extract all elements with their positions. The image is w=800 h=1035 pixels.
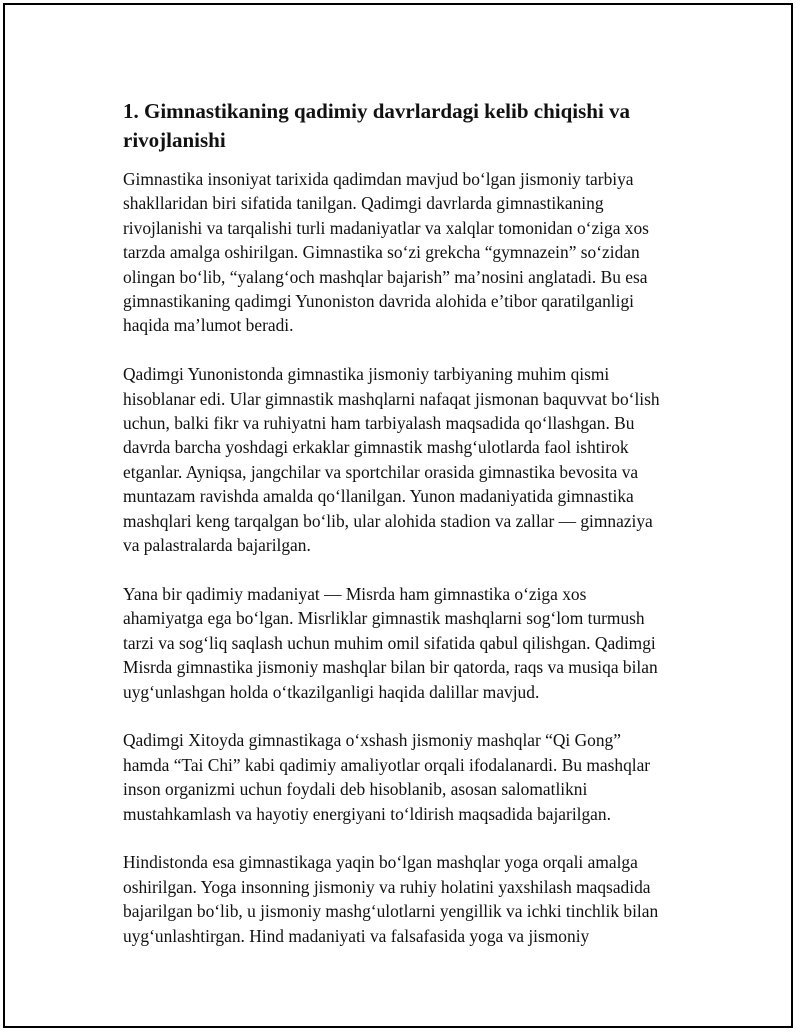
section-heading (123, 97, 693, 155)
text-line: Qadimgi Yunonistonda gimnastika jismoniy tarbiyaning muhim qismi (123, 364, 610, 385)
text-line: davrda barcha yoshdagi erkaklar gimnastik mashg‘ulotlarda faol ishtirok (123, 437, 629, 458)
text-line: etganlar. Ayniqsa, jangchilar va sportchilar orasida gimnastika bevosita va (123, 461, 639, 482)
paragraph-origins (123, 167, 693, 338)
document-body (123, 97, 693, 972)
heading-line: 1. Gimnastikaning qadimiy davrlardagi kelib chiqishi va (123, 99, 631, 123)
text-line: Gimnastika insoniyat tarixida qadimdan mavjud bo‘lgan jismoniy tarbiya (123, 169, 634, 189)
text-line: haqida ma’lumot beradi. (123, 315, 294, 336)
paragraph-greece (123, 362, 693, 557)
text-line: uchun, balki fikr va ruhiyatni ham tarbiyalash maqsadida qo‘llashgan. Bu (123, 413, 635, 434)
text-line: hamda “Tai Chi” kabi qadimiy amaliyotlar orqali ifodalanardi. Bu mashqlar (123, 754, 651, 775)
text-line: tarzda amalga oshirilgan. Gimnastika so‘zi grekcha “gymnazein” so‘zidan (123, 242, 640, 263)
text-line: mashqlari keng tarqalgan bo‘lib, ular alohida stadion va zallar — gimnaziya (123, 510, 653, 531)
page-frame (3, 3, 793, 1028)
text-line: uyg‘unlashgan holda o‘tkazilganligi haqida dalillar mavjud. (123, 681, 540, 702)
text-line: rivojlanishi va tarqalishi turli madaniyatlar va xalqlar tomonidan o‘ziga xos (123, 217, 649, 238)
text-line: Misrda gimnastika jismoniy mashqlar bilan bir qatorda, raqs va musiqa bilan (123, 657, 658, 678)
text-line: hisoblanar edi. Ular gimnastik mashqlarni nafaqat jismonan baquvvat bo‘lish (123, 388, 660, 409)
text-line: inson organizmi uchun foydali deb hisoblanib, asosan salomatlikni (123, 779, 588, 800)
text-line: muntazam ravishda amalda qo‘llanilgan. Yunon madaniyatida gimnastika (123, 486, 634, 507)
text-line: shakllaridan biri sifatida tanilgan. Qadimgi davrlarda gimnastikaning (123, 193, 604, 214)
text-line: oshirilgan. Yoga insonning jismoniy va ruhiy holatini yaxshilash maqsadida (123, 876, 651, 897)
text-line: Hindistonda esa gimnastikaga yaqin bo‘lgan mashqlar yoga orqali amalga (123, 852, 638, 873)
text-line: gimnastikaning qadimgi Yunoniston davrida alohida e’tibor qaratilganligi (123, 291, 634, 312)
text-line: va palastralarda bajarilgan. (123, 535, 311, 556)
text-line: olingan bo‘lib, “yalang‘och mashqlar bajarish” ma’nosini anglatadi. Bu esa (123, 266, 648, 287)
paragraph-china (123, 728, 693, 826)
text-line: ahamiyatga ega bo‘lgan. Misrliklar gimnastik mashqlarni sog‘lom turmush (123, 608, 645, 629)
text-line: tarzi va sog‘liq saqlash uchun muhim omil sifatida qabul qilishgan. Qadimgi (123, 632, 656, 653)
paragraph-india (123, 850, 693, 948)
text-line: mustahkamlash va hayotiy energiyani to‘ldirish maqsadida bajarilgan. (123, 803, 611, 824)
heading-line: rivojlanishi (123, 128, 226, 152)
text-line: bajarilgan bo‘lib, u jismoniy mashg‘ulotlarni yengillik va ichki tinchlik bilan (123, 901, 659, 922)
text-line: Qadimgi Xitoyda gimnastikaga o‘xshash jismoniy mashqlar “Qi Gong” (123, 730, 621, 751)
paragraph-egypt (123, 582, 693, 704)
text-line: Yana bir qadimiy madaniyat — Misrda ham gimnastika o‘ziga xos (123, 583, 587, 604)
text-line: uyg‘unlashtirgan. Hind madaniyati va falsafasida yoga va jismoniy (123, 925, 590, 946)
